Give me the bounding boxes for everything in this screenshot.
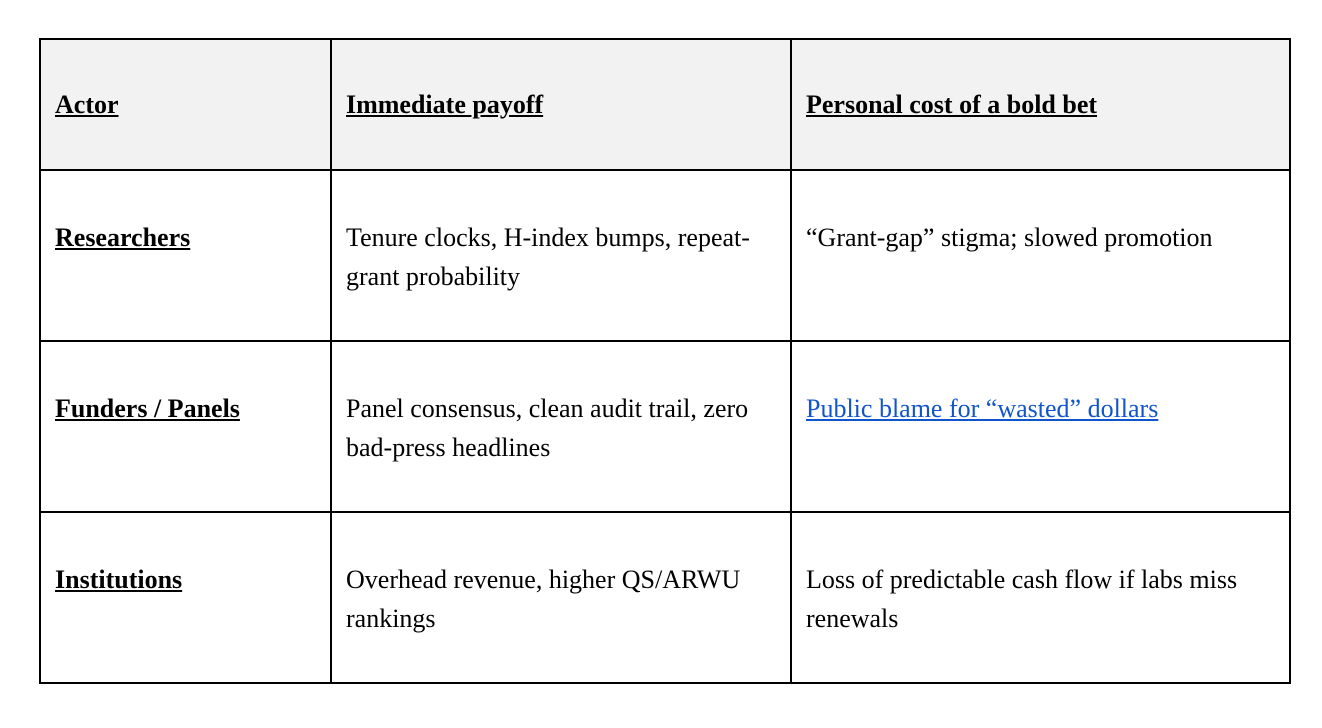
header-actor-label: Actor	[55, 90, 119, 119]
cost-cell	[791, 341, 1290, 512]
cost-cell: Loss of predictable cash flow if labs miss renewals	[791, 512, 1290, 683]
actor-cell	[40, 341, 331, 512]
payoff-cell: Overhead revenue, higher QS/ARWU rankings	[331, 512, 791, 683]
table-header-row	[40, 39, 1290, 170]
header-cost-label: Personal cost of a bold bet	[806, 90, 1098, 119]
cost-cell: “Grant-gap” stigma; slowed promotion	[791, 170, 1290, 341]
payoff-cell: Panel consensus, clean audit trail, zero bad-press headlines	[331, 341, 791, 512]
public-blame-link[interactable]: Public blame for “wasted” dollars	[806, 394, 1159, 423]
actor-cell	[40, 512, 331, 683]
header-actor	[40, 39, 331, 170]
actor-funders-panels: Funders / Panels	[55, 394, 240, 423]
actor-cell	[40, 170, 331, 341]
table-row	[40, 512, 1290, 683]
header-personal-cost	[791, 39, 1290, 170]
actor-institutions: Institutions	[55, 565, 183, 594]
incentives-table	[39, 38, 1291, 684]
header-immediate-payoff	[331, 39, 791, 170]
header-payoff-label: Immediate payoff	[346, 90, 544, 119]
table-row	[40, 170, 1290, 341]
actor-researchers: Researchers	[55, 223, 191, 252]
payoff-cell: Tenure clocks, H-index bumps, repeat-grant probability	[331, 170, 791, 341]
table-row	[40, 341, 1290, 512]
